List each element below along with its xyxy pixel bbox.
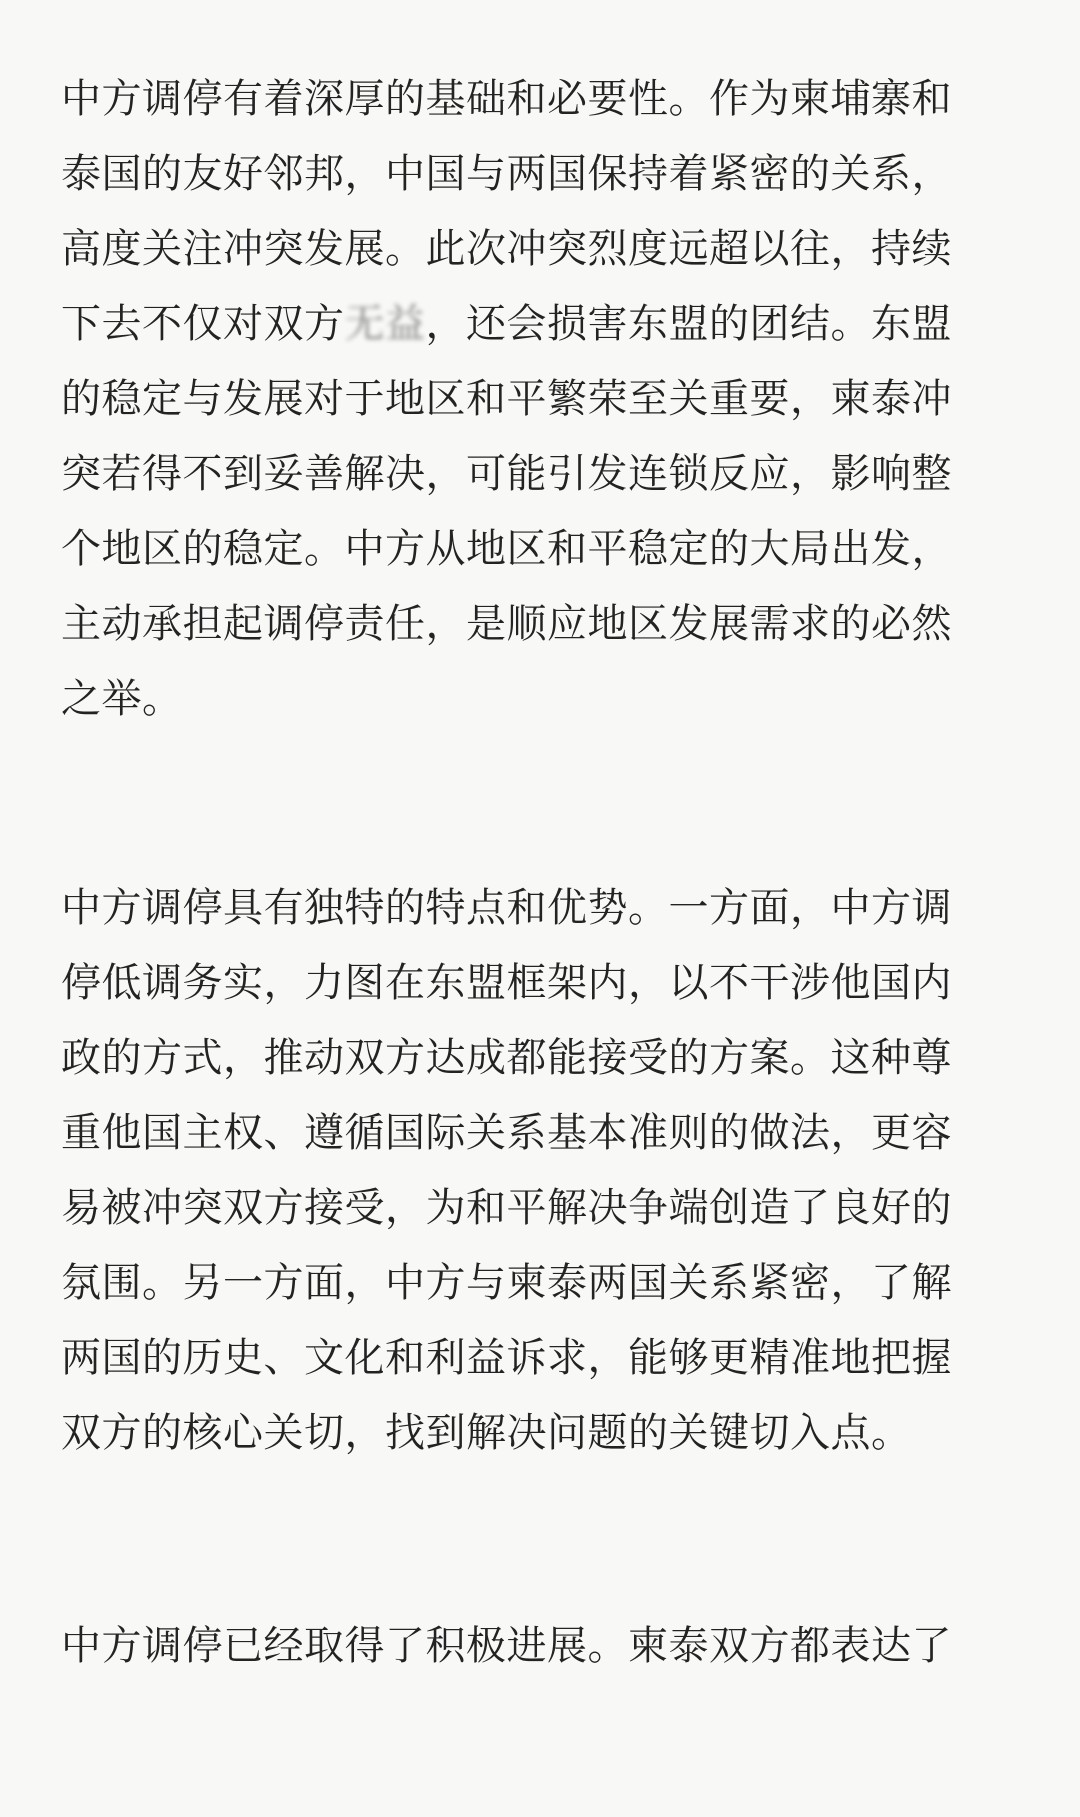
text-line: 的稳定与发展对于地区和平繁荣至关重要，柬泰冲 [61,376,952,422]
text-line: 中方调停有着深厚的基础和必要性。作为柬埔寨和 [61,76,952,122]
paragraph-3 [61,1609,1021,1684]
text-line: 政的方式，推动双方达成都能接受的方案。这种尊 [61,1035,952,1081]
text-line: 高度关注冲突发展。此次冲突烈度远超以往，持续 [61,226,952,272]
blurred-text: 无益 [344,301,426,347]
text-line [61,287,1021,362]
text-line: 之举。 [61,676,183,722]
text-line: 氛围。另一方面，中方与柬泰两国关系紧密，了解 [61,1260,952,1306]
text-line: 主动承担起调停责任，是顺应地区发展需求的必然 [61,601,952,647]
text-line: 个地区的稳定。中方从地区和平稳定的大局出发， [61,526,952,572]
text-line: 泰国的友好邻邦，中国与两国保持着紧密的关系， [61,151,952,197]
text-line: 中方调停已经取得了积极进展。柬泰双方都表达了 [61,1623,952,1669]
text-line: 突若得不到妥善解决，可能引发连锁反应，影响整 [61,451,952,497]
text-line: 双方的核心关切，找到解决问题的关键切入点。 [61,1410,912,1456]
text-segment: ，还会损害东盟的团结。东盟 [425,301,952,347]
paragraph-1 [61,62,1021,737]
paragraph-2 [61,871,1021,1471]
text-line: 两国的历史、文化和利益诉求，能够更精准地把握 [61,1335,952,1381]
text-segment: 下去不仅对双方 [61,301,345,347]
text-line: 停低调务实，力图在东盟框架内，以不干涉他国内 [61,960,952,1006]
text-line: 易被冲突双方接受，为和平解决争端创造了良好的 [61,1185,952,1231]
text-line: 重他国主权、遵循国际关系基本准则的做法，更容 [61,1110,952,1156]
text-line: 中方调停具有独特的特点和优势。一方面，中方调 [61,885,952,931]
